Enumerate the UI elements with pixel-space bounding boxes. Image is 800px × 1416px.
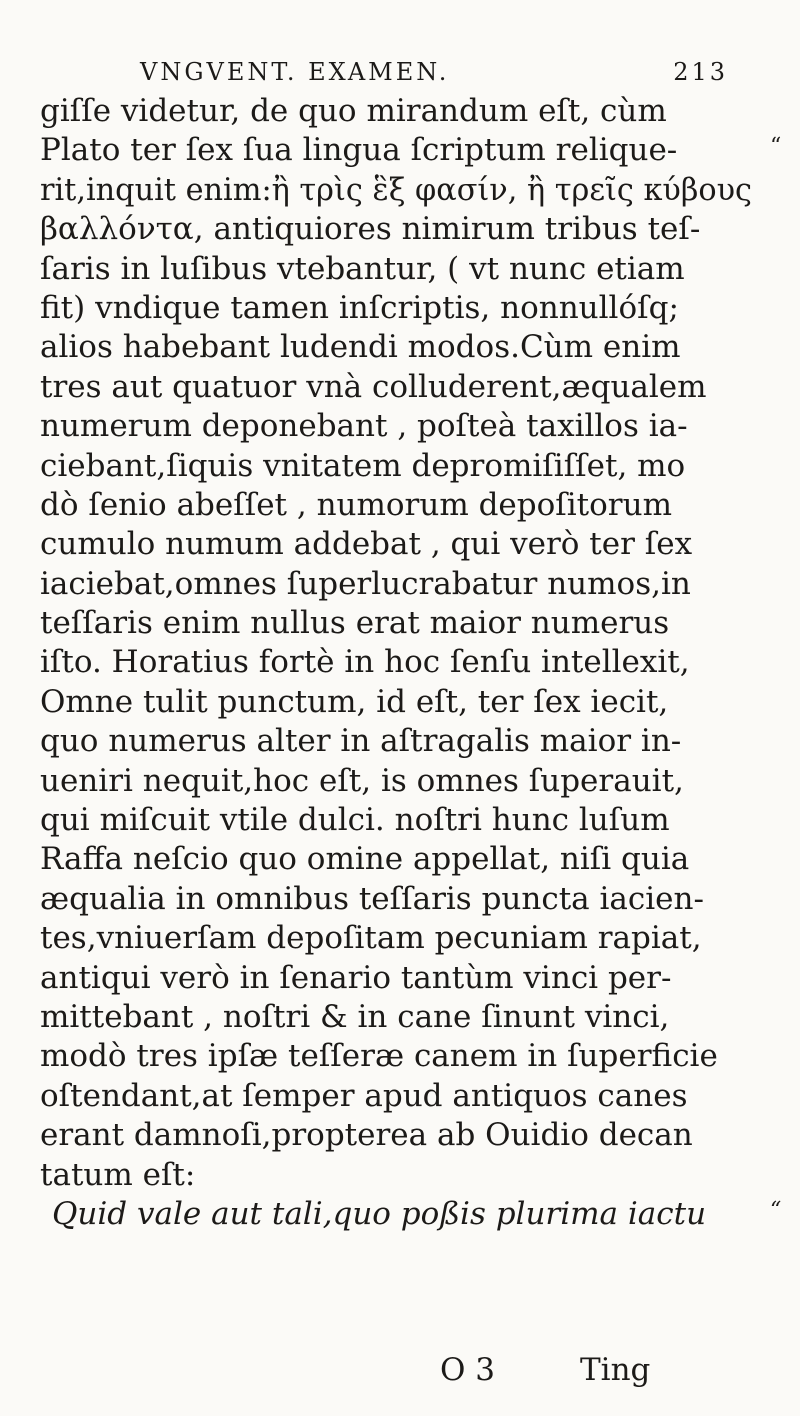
line-text: cumulo numum addebat , qui verò ter ſex — [40, 526, 693, 563]
running-head-title: VNGVENT. EXAMEN. — [140, 58, 450, 86]
verse-quote-line — [40, 1195, 782, 1234]
text-line — [40, 643, 760, 682]
text-line — [40, 1037, 760, 1076]
line-text: æqualia in omnibus teſſaris puncta iacien- — [40, 880, 704, 917]
text-line — [40, 250, 760, 289]
line-text: modò tres ipſæ teſſeræ canem in ſuperficie — [40, 1038, 718, 1075]
line-text: ueniri nequit,hoc eſt, is omnes ſuperauit, — [40, 762, 684, 799]
line-text: Raffa neſcio quo omine appellat, niſi quia — [40, 841, 690, 878]
line-text: βαλλόντα, antiquiores nimirum tribus teſ- — [40, 211, 701, 248]
text-line — [40, 486, 760, 525]
verse-text: Quid vale aut tali,quo poßis plurima iactu — [52, 1195, 707, 1232]
quote-marker: “ — [770, 1197, 782, 1223]
text-line — [40, 289, 760, 328]
line-text: ſaris in luſibus vtebantur, ( vt nunc etiam — [40, 250, 685, 287]
line-text: tatum eſt: — [40, 1156, 196, 1193]
text-line — [40, 171, 760, 210]
text-line — [40, 604, 760, 643]
text-line — [40, 1077, 760, 1116]
text-line — [40, 840, 760, 879]
text-line — [40, 880, 760, 919]
text-line — [40, 998, 760, 1037]
line-text: teſſaris enim nullus erat maior numerus — [40, 605, 670, 642]
page-footer — [440, 1352, 760, 1392]
line-text: mittebant , noſtri & in cane ſinunt vinci, — [40, 998, 670, 1035]
line-text: quo numerus alter in aſtragalis maior in- — [40, 723, 682, 760]
text-line — [40, 1156, 760, 1195]
text-line — [40, 1116, 760, 1155]
line-text: tres aut quatuor vnà colluderent,æqualem — [40, 368, 707, 405]
text-line — [40, 328, 760, 367]
line-text: antiqui verò in ſenario tantùm vinci per- — [40, 959, 672, 996]
signature-mark: O 3 — [440, 1352, 495, 1388]
line-text: alios habebant ludendi modos.Cùm enim — [40, 329, 681, 366]
line-text: oſtendant,at ſemper apud antiquos canes — [40, 1077, 688, 1114]
page-number: 213 — [673, 58, 728, 86]
line-text: fit) vndique tamen inſcriptis, nonnullóſq; — [40, 289, 679, 326]
line-text: qui miſcuit vtile dulci. noſtri hunc luſum — [40, 802, 670, 839]
quote-marker: “ — [770, 134, 782, 160]
text-line — [40, 92, 760, 131]
line-text: rit,inquit enim:ἢ τρὶς ἓξ φασίν, ἢ τρεῖς κύβους — [40, 171, 752, 208]
text-line — [40, 722, 760, 761]
running-head — [140, 58, 728, 92]
text-line — [40, 407, 760, 446]
text-line — [40, 131, 782, 170]
line-text: dò ſenio abeſſet , numorum depoſitorum — [40, 486, 672, 523]
text-line — [40, 762, 760, 801]
line-text: iaciebat,omnes ſuperlucrabatur numos,in — [40, 565, 691, 602]
line-text: Plato ter ſex ſua lingua ſcriptum relique- — [40, 132, 678, 169]
body-text — [40, 92, 782, 1234]
text-line — [40, 919, 760, 958]
line-text: tes,vniuerſam depoſitam pecuniam rapiat, — [40, 920, 702, 957]
line-text: Omne tulit punctum, id eſt, ter ſex iecit, — [40, 683, 669, 720]
text-line — [40, 447, 760, 486]
line-text: giſſe videtur, de quo mirandum eſt, cùm — [40, 93, 667, 129]
line-text: ciebant,ſiquis vnitatem depromiſiſſet, mo — [40, 447, 686, 484]
line-text: erant damnoſi,propterea ab Ouidio decan — [40, 1117, 693, 1154]
text-line — [40, 525, 760, 564]
text-line — [40, 565, 760, 604]
text-line — [40, 959, 760, 998]
text-line — [40, 368, 760, 407]
line-text: numerum deponebant , poſteà taxillos ia- — [40, 408, 688, 445]
text-line — [40, 210, 760, 249]
text-line — [40, 801, 760, 840]
line-text: iſto. Horatius fortè in hoc ſenſu intellexit, — [40, 644, 690, 681]
text-line — [40, 683, 760, 722]
catchword: Ting — [580, 1352, 651, 1388]
